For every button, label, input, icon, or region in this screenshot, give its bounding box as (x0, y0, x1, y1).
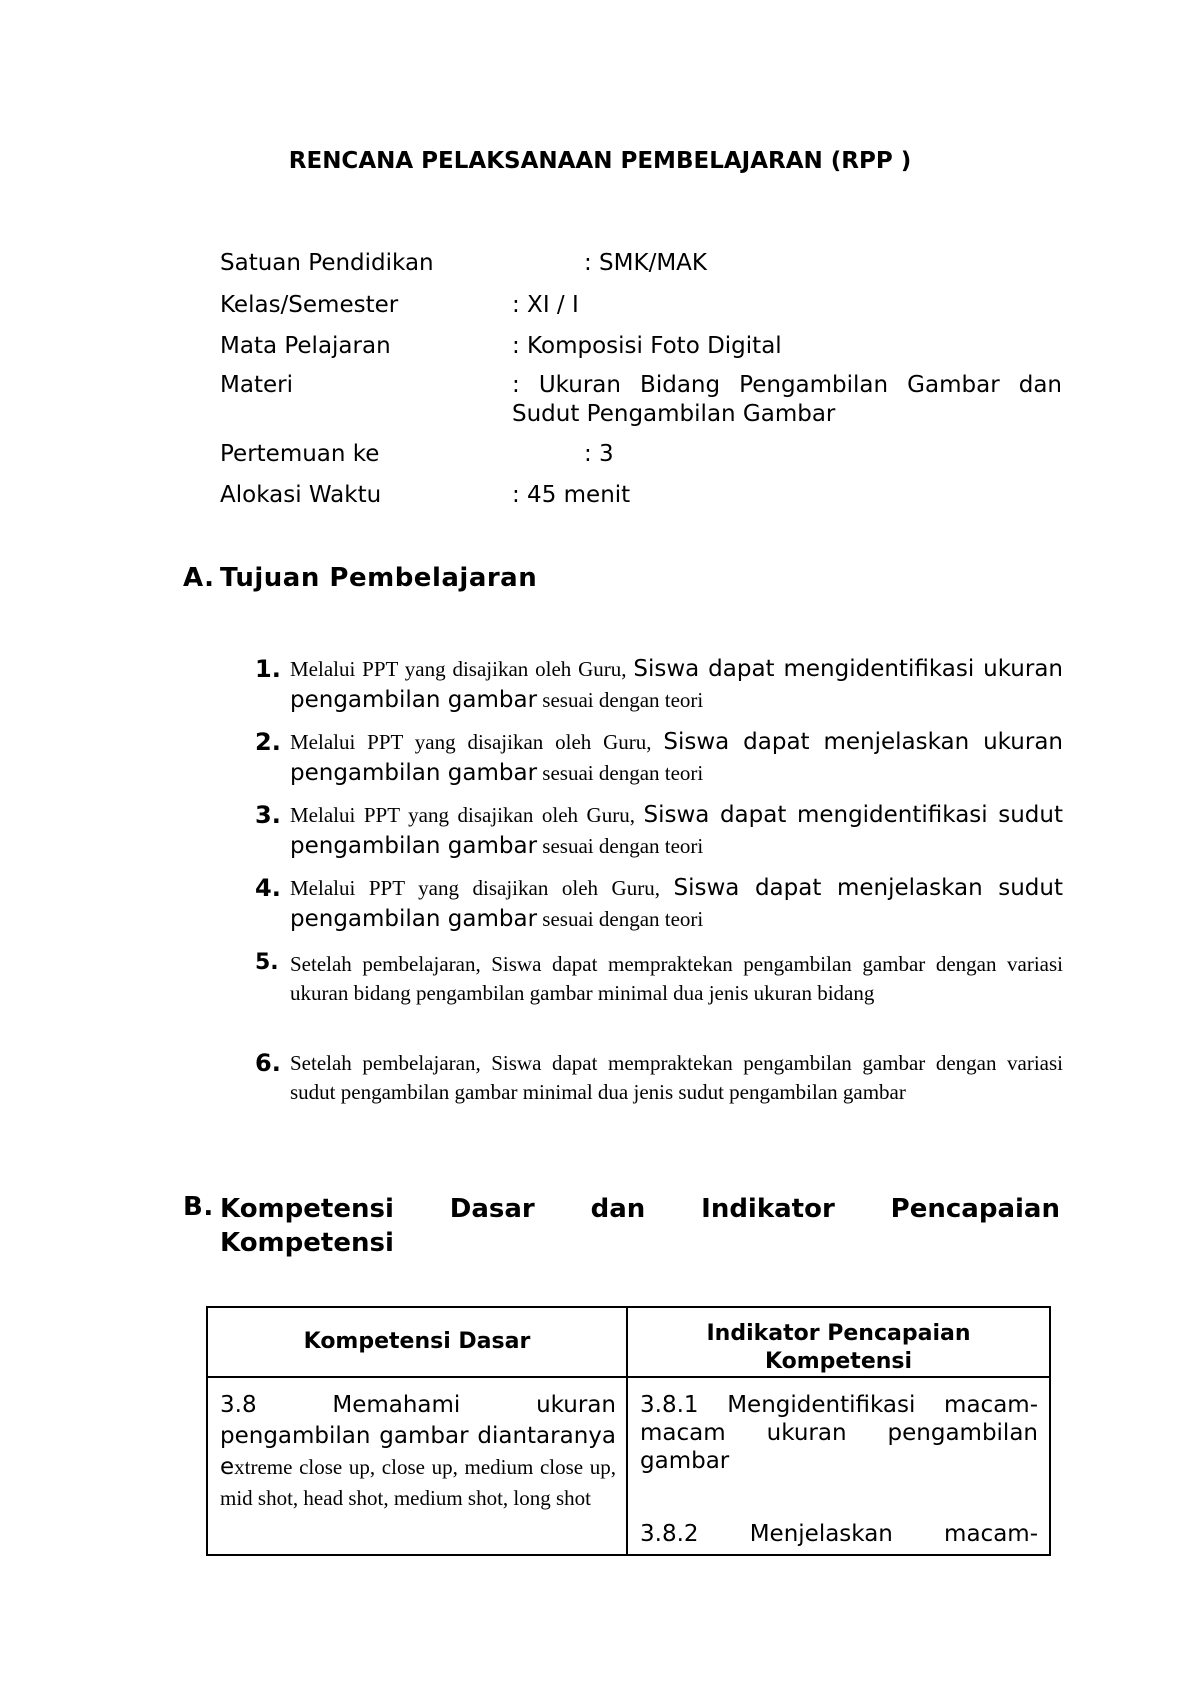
objective-part: Siswa dapat mengidentifikasi sudut pengambilan gambar (290, 802, 1064, 859)
objective-text (290, 801, 1063, 863)
objective-part: Siswa dapat menjelaskan sudut pengambilan gambar (290, 875, 1064, 932)
objective-text (290, 874, 1063, 936)
table-cell-indicator-1: 3.8.1 Mengidentifikasi macam-macam ukuran pengambilan gambar (640, 1392, 1038, 1474)
section-b-word: Dasar (449, 1194, 535, 1224)
objective-part: Melalui PPT yang disajikan oleh Guru, (290, 730, 664, 754)
info-value: : 45 menit (512, 482, 631, 508)
info-value: : SMK/MAK (584, 250, 707, 276)
objective-part: sesuai dengan teori (537, 688, 704, 712)
objective-number: 5. (255, 950, 279, 975)
objective-number: 3. (255, 801, 281, 829)
table-divider-horizontal (208, 1376, 1049, 1378)
objective-part: Melalui PPT yang disajikan oleh Guru, (290, 803, 644, 827)
document-title: RENCANA PELAKSANAAN PEMBELAJARAN (RPP ) (288, 148, 912, 174)
objective-part: sesuai dengan teori (537, 907, 704, 931)
table-cell-kompetensi-dasar (220, 1391, 616, 1515)
objective-text: Setelah pembelajaran, Siswa dapat mempraktekan pengambilan gambar dengan variasi ukuran bidang pengambilan gambar minimal dua jenis ukuran bidang (290, 952, 1063, 1005)
objective-part: sesuai dengan teori (537, 834, 704, 858)
competency-table (206, 1306, 1051, 1556)
objective-number: 2. (255, 728, 281, 756)
info-value: : Ukuran Bidang Pengambilan Gambar dan Sudut Pengambilan Gambar (512, 372, 1062, 427)
table-header-kompetensi-dasar: Kompetensi Dasar (303, 1329, 531, 1354)
section-b-word: Pencapaian (890, 1194, 1060, 1224)
section-b-word: Kompetensi (220, 1194, 394, 1224)
info-value: : 3 (584, 441, 614, 467)
cell-text-part: 3.8 Memahami ukuran pengambilan gambar diantaranya e (220, 1392, 616, 1480)
info-label: Kelas/Semester (220, 292, 399, 318)
section-letter: B. (183, 1192, 214, 1222)
objective-text (290, 655, 1063, 717)
info-label: Materi (220, 372, 293, 398)
objective-part: Melalui PPT yang disajikan oleh Guru, (290, 876, 674, 900)
section-b-word: dan (590, 1194, 646, 1224)
info-label: Mata Pelajaran (220, 333, 391, 359)
section-title: Tujuan Pembelajaran (220, 563, 538, 593)
objective-part: Melalui PPT yang disajikan oleh Guru, (290, 657, 634, 681)
info-value: : Komposisi Foto Digital (512, 333, 782, 359)
info-value: : XI / I (512, 292, 579, 318)
objective-text: Setelah pembelajaran, Siswa dapat mempraktekan pengambilan gambar dengan variasi sudut pengambilan gambar minimal dua jenis sudut pengambilan gambar (290, 1051, 1063, 1104)
info-label: Alokasi Waktu (220, 482, 382, 508)
section-letter: A. (183, 563, 215, 593)
info-label: Satuan Pendidikan (220, 250, 434, 276)
table-cell-indicator-2: 3.8.2 Menjelaskan macam- (640, 1521, 1038, 1547)
section-b-title (220, 1192, 1060, 1260)
objective-part: sesuai dengan teori (537, 761, 704, 785)
objective-number: 1. (255, 655, 281, 683)
section-b-title-line2: Kompetensi (220, 1228, 394, 1258)
info-label: Pertemuan ke (220, 441, 380, 467)
objective-number: 4. (255, 874, 281, 902)
cell-text-part: xtreme close up, close up, medium close up, mid shot, head shot, medium shot, long shot (220, 1455, 616, 1510)
objective-text (290, 728, 1063, 790)
objective-part: Siswa dapat mengidentifikasi ukuran pengambilan gambar (290, 656, 1064, 713)
objective-part: Siswa dapat menjelaskan ukuran pengambilan gambar (290, 729, 1064, 786)
table-header-indikator: Indikator Pencapaian Kompetensi (706, 1321, 971, 1374)
section-b-title-line (220, 1192, 1060, 1226)
section-b-word: Indikator (701, 1194, 835, 1224)
objective-number: 6. (255, 1049, 281, 1077)
